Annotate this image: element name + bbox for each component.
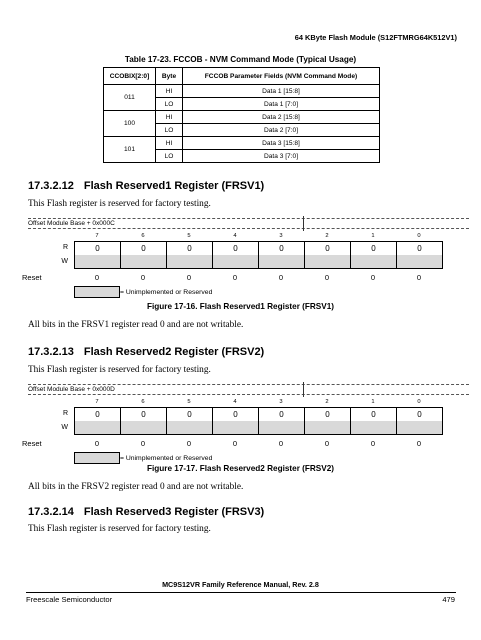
table-header: CCOBIX[2:0]	[104, 68, 156, 85]
reset-bit-value: 0	[140, 273, 146, 282]
write-bit-cell-reserved	[167, 421, 213, 434]
write-bit-cell-reserved	[259, 421, 305, 434]
bit-number: 2	[325, 399, 329, 405]
footer-divider	[26, 592, 456, 593]
section-number: 17.3.2.12	[28, 180, 74, 192]
bit-number: 3	[279, 233, 283, 239]
table-header: Byte	[156, 68, 183, 85]
reset-bit-value: 0	[232, 439, 238, 448]
field-cell: Data 3 [15:8]	[183, 137, 380, 150]
write-bit-cell-reserved	[351, 255, 397, 268]
byte-cell: LO	[156, 124, 183, 137]
bit-number: 4	[233, 399, 237, 405]
read-bit-cell: 0	[397, 242, 443, 255]
reset-bit-value: 0	[140, 439, 146, 448]
section-note: All bits in the FRSV1 register read 0 and are not writable.	[28, 320, 244, 330]
byte-cell: HI	[156, 137, 183, 150]
section-title: Flash Reserved2 Register (FRSV2)	[83, 346, 265, 358]
offset-marker	[303, 382, 304, 397]
read-bit-cell: 0	[75, 408, 121, 421]
section-number: 17.3.2.13	[28, 346, 74, 358]
read-bit-cell: 0	[121, 242, 167, 255]
figure-caption: Figure 17-17. Flash Reserved2 Register (FRSV2)	[146, 464, 335, 473]
section-note: All bits in the FRSV2 register read 0 and are not writable.	[28, 482, 244, 492]
section-heading	[28, 346, 264, 358]
write-bit-cell-reserved	[75, 255, 121, 268]
reset-bit-value: 0	[416, 273, 422, 282]
reset-bit-value: 0	[232, 273, 238, 282]
read-bit-cell: 0	[351, 408, 397, 421]
byte-cell: LO	[156, 150, 183, 163]
read-bit-cell: 0	[75, 242, 121, 255]
bit-number: 4	[233, 233, 237, 239]
offset-label: Offset Module Base + 0x000C	[28, 220, 115, 227]
register-grid	[74, 241, 443, 269]
section-intro: This Flash register is reserved for factory testing.	[28, 524, 211, 534]
bit-number: 7	[95, 399, 99, 405]
read-bit-cell: 0	[213, 408, 259, 421]
bit-number: 0	[417, 233, 421, 239]
read-bit-cell: 0	[305, 408, 351, 421]
read-row-label: R	[62, 244, 68, 251]
reset-bit-value: 0	[186, 439, 192, 448]
read-bit-cell: 0	[121, 408, 167, 421]
register-grid	[74, 407, 443, 435]
reset-bit-value: 0	[186, 273, 192, 282]
write-bit-cell-reserved	[121, 255, 167, 268]
write-bit-cell-reserved	[351, 421, 397, 434]
field-cell: Data 3 [7:0]	[183, 150, 380, 163]
write-row	[75, 421, 443, 435]
section-intro: This Flash register is reserved for factory testing.	[28, 199, 211, 209]
reset-bit-value: 0	[324, 439, 330, 448]
offset-bar	[28, 218, 469, 229]
read-bit-cell: 0	[259, 242, 305, 255]
reset-bit-value: 0	[94, 439, 100, 448]
page-header: 64 KByte Flash Module (S12FTMRG64K512V1)	[294, 33, 457, 42]
field-cell: Data 1 [15:8]	[183, 85, 380, 98]
offset-label: Offset Module Base + 0x000D	[28, 386, 115, 393]
bit-number: 6	[141, 233, 145, 239]
section-intro: This Flash register is reserved for factory testing.	[28, 365, 211, 375]
write-row	[75, 255, 443, 269]
register-diagram-frsv1	[22, 218, 458, 296]
write-bit-cell-reserved	[213, 255, 259, 268]
write-bit-cell-reserved	[305, 421, 351, 434]
section-heading	[28, 180, 264, 192]
legend-swatch	[74, 452, 120, 464]
register-diagram-frsv2	[22, 384, 458, 462]
field-cell: Data 1 [7:0]	[183, 98, 380, 111]
offset-marker	[303, 216, 304, 231]
legend	[74, 452, 212, 464]
read-bit-cell: 0	[213, 242, 259, 255]
bit-number: 2	[325, 233, 329, 239]
bit-number: 6	[141, 399, 145, 405]
read-bit-cell: 0	[167, 408, 213, 421]
bit-number: 5	[187, 399, 191, 405]
bit-number: 0	[417, 399, 421, 405]
legend-swatch	[74, 286, 120, 298]
reset-label: Reset	[22, 439, 42, 448]
table-header: FCCOB Parameter Fields (NVM Command Mode)	[183, 68, 380, 85]
bit-number: 3	[279, 399, 283, 405]
field-cell: Data 2 [15:8]	[183, 111, 380, 124]
legend-label: = Unimplemented or Reserved	[120, 288, 213, 296]
reset-bit-value: 0	[278, 439, 284, 448]
reset-bit-value: 0	[416, 439, 422, 448]
bit-number: 1	[371, 399, 375, 405]
byte-cell: HI	[156, 111, 183, 124]
write-bit-cell-reserved	[75, 421, 121, 434]
bit-number: 1	[371, 233, 375, 239]
write-row-label: W	[61, 258, 68, 265]
reset-bit-value: 0	[94, 273, 100, 282]
write-bit-cell-reserved	[305, 255, 351, 268]
read-bit-cell: 0	[167, 242, 213, 255]
read-bit-cell: 0	[397, 408, 443, 421]
read-bit-cell: 0	[259, 408, 305, 421]
read-row-label: R	[62, 410, 68, 417]
write-bit-cell-reserved	[213, 421, 259, 434]
fccob-table	[103, 67, 380, 163]
reset-bit-value: 0	[324, 273, 330, 282]
read-bit-cell: 0	[351, 242, 397, 255]
legend-label: = Unimplemented or Reserved	[120, 454, 213, 462]
footer-manual: MC9S12VR Family Reference Manual, Rev. 2.8	[162, 580, 319, 589]
bit-number: 7	[95, 233, 99, 239]
figure-caption: Figure 17-16. Flash Reserved1 Register (FRSV1)	[146, 302, 335, 311]
reset-label: Reset	[22, 273, 42, 282]
offset-bar	[28, 384, 469, 395]
reset-bit-value: 0	[278, 273, 284, 282]
footer-company: Freescale Semiconductor	[26, 595, 113, 604]
reset-bit-value: 0	[370, 439, 376, 448]
bit-number: 5	[187, 233, 191, 239]
section-title: Flash Reserved1 Register (FRSV1)	[83, 180, 265, 192]
write-bit-cell-reserved	[259, 255, 305, 268]
read-bit-cell: 0	[305, 242, 351, 255]
field-cell: Data 2 [7:0]	[183, 124, 380, 137]
read-row	[75, 407, 443, 422]
ccobix-cell: 011	[104, 85, 156, 111]
write-bit-cell-reserved	[397, 421, 443, 434]
byte-cell: HI	[156, 85, 183, 98]
write-bit-cell-reserved	[121, 421, 167, 434]
section-title: Flash Reserved3 Register (FRSV3)	[83, 506, 265, 518]
section-number: 17.3.2.14	[28, 506, 74, 518]
write-bit-cell-reserved	[397, 255, 443, 268]
section-heading	[28, 506, 264, 518]
page-number: 479	[442, 595, 455, 604]
reset-bit-value: 0	[370, 273, 376, 282]
ccobix-cell: 100	[104, 111, 156, 137]
byte-cell: LO	[156, 98, 183, 111]
legend	[74, 286, 212, 298]
ccobix-cell: 101	[104, 137, 156, 163]
read-row	[75, 241, 443, 256]
write-bit-cell-reserved	[167, 255, 213, 268]
write-row-label: W	[61, 424, 68, 431]
table-caption: Table 17-23. FCCOB - NVM Command Mode (Typical Usage)	[124, 55, 357, 64]
